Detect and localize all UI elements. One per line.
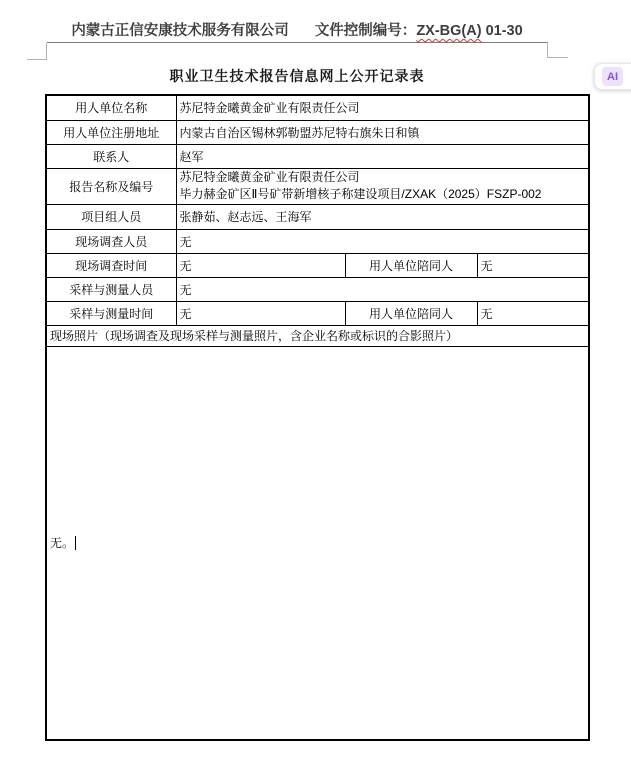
header-doc-code-label: 文件控制编号： <box>314 23 417 39</box>
report-name-line[interactable]: 苏尼特金曦黄金矿业有限责任公司 <box>179 170 360 184</box>
row-survey-staff <box>46 229 589 253</box>
crop-mark-top-right <box>547 57 568 58</box>
row-photos-body <box>46 346 589 740</box>
ai-icon[interactable]: AI <box>602 67 623 86</box>
row-photos-header <box>46 325 589 346</box>
employer-name-label: 用人单位名称 <box>46 95 176 120</box>
row-report <box>46 168 589 204</box>
sampling-time-value[interactable]: 无 <box>176 301 345 325</box>
team-value[interactable]: 张静茹、赵志远、王海军 <box>176 204 589 229</box>
employer-name-value[interactable]: 苏尼特金曦黄金矿业有限责任公司 <box>176 95 589 120</box>
report-number-line[interactable]: 毕力赫金矿区Ⅱ号矿带新增核子称建设项目/ZXAK（2025）FSZP-002 <box>179 187 542 201</box>
sampling-staff-value[interactable]: 无 <box>176 277 589 301</box>
employer-address-label: 用人单位注册地址 <box>46 120 176 144</box>
row-employer-address <box>46 120 589 144</box>
contact-value[interactable]: 赵军 <box>176 144 589 168</box>
survey-companion-label: 用人单位陪同人 <box>345 253 477 277</box>
team-label: 项目组人员 <box>46 204 176 229</box>
employer-address-value[interactable]: 内蒙古自治区锡林郭勒盟苏尼特右旗朱日和镇 <box>176 120 589 144</box>
crop-mark-top-left <box>46 43 47 60</box>
header-company-name: 内蒙古正信安康技术服务有限公司 <box>71 23 289 39</box>
survey-staff-value[interactable]: 无 <box>176 229 589 253</box>
survey-time-value[interactable]: 无 <box>176 253 345 277</box>
row-employer-name <box>46 95 589 120</box>
header-rule <box>47 42 548 43</box>
header-doc-code: ZX-BG(A) <box>416 23 482 39</box>
row-contact <box>46 144 589 168</box>
row-survey-time <box>46 253 589 277</box>
sampling-staff-label: 采样与测量人员 <box>46 277 176 301</box>
photos-content-cell[interactable] <box>46 346 589 740</box>
survey-companion-value[interactable]: 无 <box>477 253 589 277</box>
survey-staff-label: 现场调查人员 <box>46 229 176 253</box>
header-doc-code-suffix: 01-30 <box>481 23 523 39</box>
row-sampling-staff <box>46 277 589 301</box>
contact-label: 联系人 <box>46 144 176 168</box>
crop-mark-top-right <box>547 42 548 58</box>
crop-mark-top-left <box>27 59 47 60</box>
survey-time-label: 现场调查时间 <box>46 253 176 277</box>
photos-content-text[interactable]: 无。 <box>50 536 75 551</box>
page-header <box>47 19 547 40</box>
report-value[interactable] <box>176 168 589 204</box>
report-label: 报告名称及编号 <box>46 168 176 204</box>
photos-header-label: 现场照片（现场调查及现场采样与测量照片，含企业名称或标识的合影照片） <box>46 325 589 346</box>
sampling-time-label: 采样与测量时间 <box>46 301 176 325</box>
sampling-companion-label: 用人单位陪同人 <box>345 301 477 325</box>
row-sampling-time <box>46 301 589 325</box>
ai-assistant-widget[interactable] <box>594 63 631 90</box>
sampling-companion-value[interactable]: 无 <box>477 301 589 325</box>
text-cursor <box>75 536 76 550</box>
record-form-table <box>45 94 590 741</box>
document-title: 职业卫生技术报告信息网上公开记录表 <box>169 68 425 84</box>
row-team <box>46 204 589 229</box>
